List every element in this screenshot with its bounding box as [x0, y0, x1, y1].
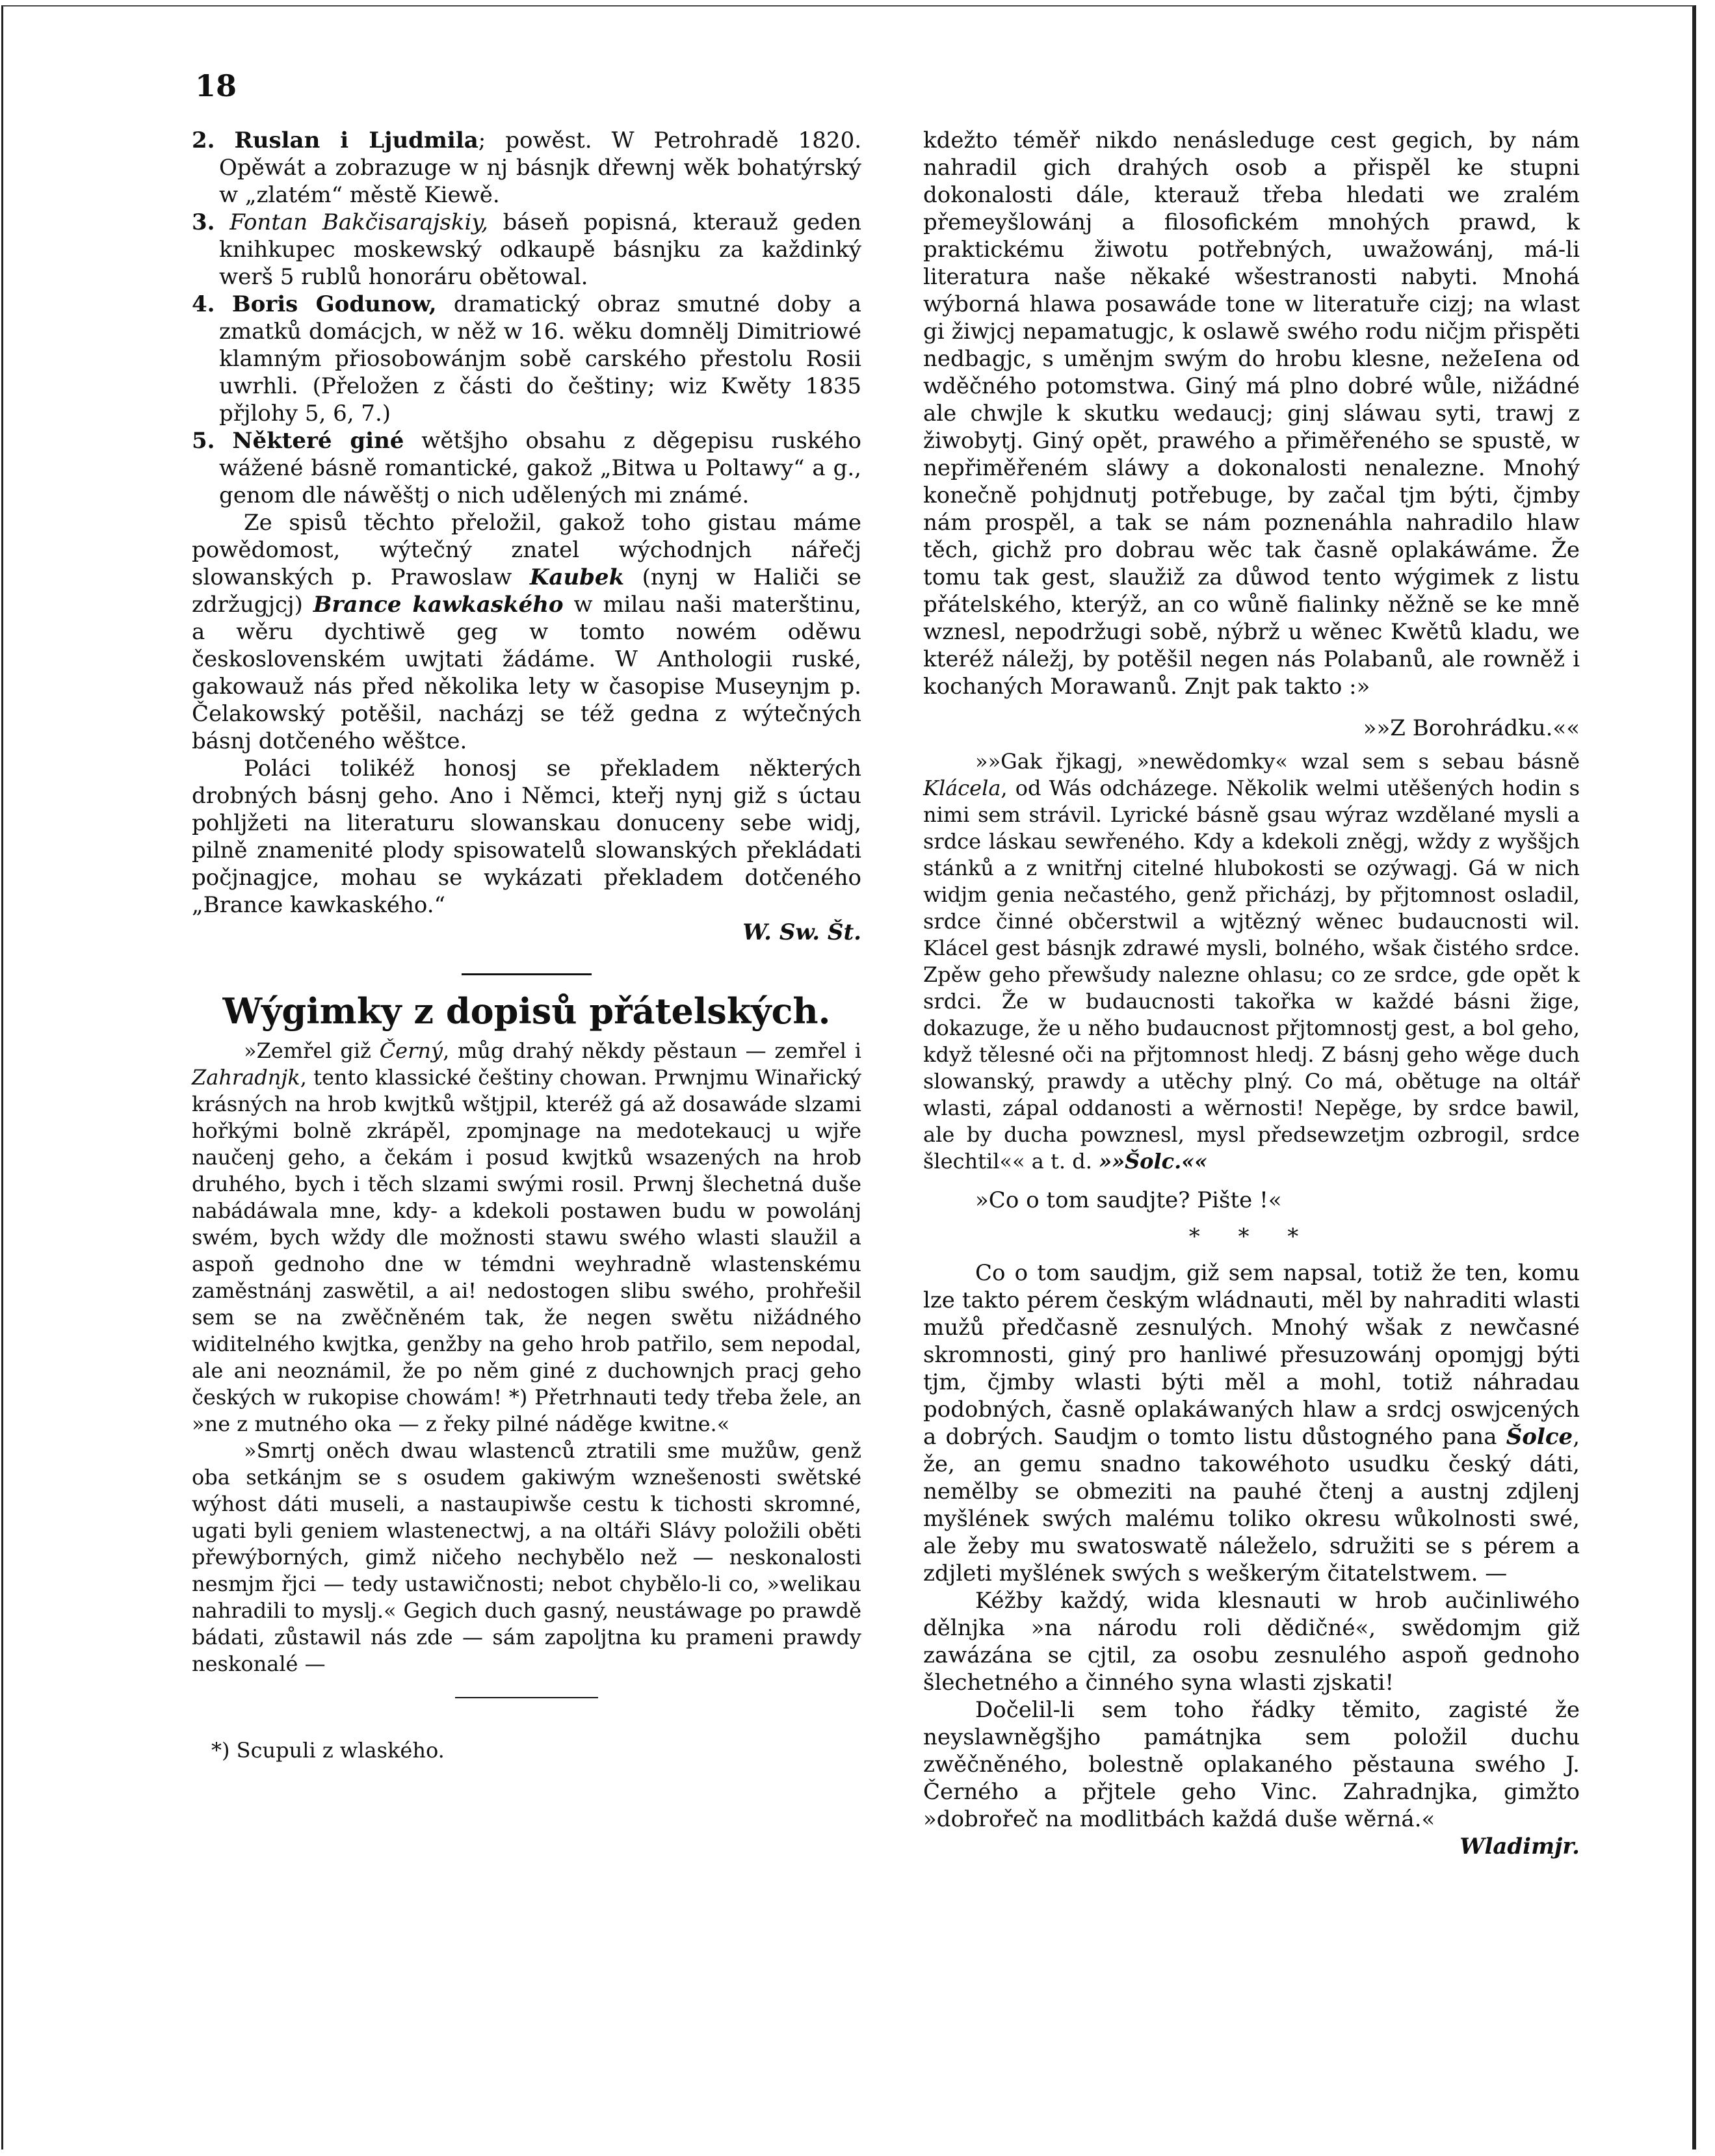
- left-column: [192, 127, 861, 1764]
- paragraph-closing: Dočelil-li sem toho řádky těmito, zagisté že neyslawněgšjho památnjka sem položil duchu zwěčněného, bolestně oplakaného pěstauna swého J. Černého a přjtele geho Vinc. Zahradnjka, gimžto »dobrořeč na modlitbách každá duše wěrná.«: [923, 1697, 1580, 1832]
- right-column: [923, 127, 1580, 1860]
- letter-paragraph: »Smrtj oněch dwau wlastenců ztratili sme mužůw, genž oba setkánjm se s osudem gakiwým wznešenosti swětské wýhost dáti museli, a nastaupiwše cestu k tichosti skromné, ugati byli geniem wlastenectwj, a na oltáři Slávy položili oběti přewýborných, gimž ničeho nechybělo než — neskonalosti nesmjm řjci — tedy ustawičnosti; nebot chybělo-li co, »welikau nahradili to myslj.« Gegich duch gasný, neustáwage po prawdě bádati, zůstawil nás zde — sám zapoljtna ku prameni prawdy neskonalé —: [192, 1438, 861, 1676]
- quoted-letter: »»Gak řjkagj, »newědomky« wzal sem s sebau básně Klácela, od Wás odcházege. Několik welmi utěšených hodin s nimi sem strávil. Lyrické básně gsau wýraz wzdělané mysli a srdce láskau sewřeného. Kdy a kdekoli zněgj, wždy z wyššjch stánků a z wnitřnj citelné hlubokosti se ozýwagj. Gá w nich widjm genia nečastého, genž přicházj, by přjtomnost osladil, srdce činné občerstwil a wjtězný wěnec budaucnosti wil. Klácel gest básnjk zdrawé mysli, bolného, wšak čistého srdce. Zpěw geho přewšudy nalezne ohlasu; co ze srdce, gde opět k srdci. Že w budaucnosti takořka w každé básni žige, dokazuge, že u něho budaucnost přjtomnostj gest, a bol geho, když tělesné oči na přjtomnost hledj. Z básnj geho wěge duch slowanský, prawdy a utěchy plný. Co má, obětuge na oltář wlasti, zápal oddanosti a wěrnosti! Nepěge, by srdce bawil, ale by ducha powznesl, mysl předsewzetjm ozbrogil, srdce šlechtil«« a t. d. »»Šolc.««: [923, 749, 1580, 1174]
- list-item: 5. Některé giné wětšjho obsahu z děgepisu ruského wážené básně romantické, gakož „Bitwa u Poltawy“ a g., genom dle náwěštj o nich udělených mi známé.: [192, 428, 862, 508]
- quote-title: »»Z Borohrádku.««: [1363, 715, 1580, 741]
- paragraph-translations: Poláci tolikéž honosj se překladem některých drobných básnj geho. Ano i Němci, kteřj nynj giž s úctau pohljžeti na literaturu slowanskau donuceny sebe widj, pilně znamenité plody spisowatelů slowanských překládati počjnagjce, mohau se wykázati překladem dotčeného „Brance kawkaského.“: [192, 756, 861, 918]
- letter-paragraph: »Zemřel giž Černý, můg drahý někdy pěstaun — zemřel i Zahradnjk, tento klassické češtiny chowan. Prwnjmu Winařický krásných na hrob kwjtků wštjpil, kteréž gá až dosawáde slzami hořkými bolně zkrápěl, zpomjnage na medotekaucj u wjře naučenj geho, a čekám i posud kwjtků wsazených na hrob druhého, bych i těch slzami swými rosil. Prwnj šlechetná duše nabádáwala mne, kdy- a kdekoli postawen budu w powolánj swém, bych wždy dle možnosti stawu swého wlasti slaužil a aspoň gednoho dne w témdni weyhradně wlastenskému zaměstnánj zaswětil, a ai! nedostogen slibu swého, prohřešil sem se na zwěčněném tak, že negen swětu nižádného widitelného kwjtka, genžby na geho hrob patřilo, sem nepodal, ale ani neoznámil, že po něm giné z duchownjch pracj geho českých w rukopise chowám! *) Přetrhnauti tedy třeba žele, an »ne z mutného oka — z řeky pilné náděge kwitne.«: [192, 1038, 862, 1436]
- list-item: 3. Fontan Bakčisarajskiy, báseň popisná, kterauž geden knihkupec moskewský odkaupě básnjku za každinký werš 5 rublů honoráru obětowal.: [192, 209, 861, 290]
- signature: W. Sw. Št.: [742, 919, 861, 945]
- paragraph-translators: Ze spisů těchto přeložil, gakož toho gistau máme powědomost, wýtečný znatel wýchodnjch nářečj slowanských p. Prawoslaw Kaubek (nynj w Haliči se zdržugjcj) Brance kawkaského w milau naši materštinu, a wěru dychtiwě geg w tomto nowém oděwu československém uwjtati žádáme. W Anthologii ruské, gakowauž nás před několika lety w časopise Museynjm p. Čelakowský potěšil, nacházj se též gedna z wýtečných básnj dotčeného wěštce.: [192, 510, 861, 754]
- signature: Wladimjr.: [1460, 1834, 1580, 1860]
- footnote: *) Scupuli z wlaského.: [211, 1738, 445, 1763]
- paragraph-opinion: Co o tom saudjm, giž sem napsal, totiž že ten, komu lze takto pérem českým wládnauti, měl by nahraditi wlasti mužů předčasně zesnulých. Mnohý wšak z newčasné skromnosti, giný pro hanliwé přesuzowánj opomjgj býti tjm, čjmby wlasti býti měl a mohl, totiž náhradau podobných, časně oplakáwaných hlaw a srdcj oswjcených a dobrých. Saudjm o tomto listu důstogného pana Šolce, že, an gemu snadno takowéhoto usudku český dáti, nemělby se obmeziti na pauhé čtenj a austnj zdjlenj myšlének swých malému toliko okresu wůkolnosti swé, ale žeby mu swatoswatě náleželo, sdružiti se s pérem a zdjleti myšlének swých s weškerým čitatelstwem. —: [923, 1260, 1580, 1586]
- section-heading: Wýgimky z dopisů přátelských.: [222, 990, 831, 1032]
- question-line: »Co o tom saudjte? Pište !«: [975, 1187, 1282, 1213]
- footnote-divider: [455, 1697, 598, 1698]
- list-item: 4. Boris Godunow, dramatický obraz smutné doby a zmatků domácjch, w něž w 16. wěku domnělj Dimitriowé klamným přiosobowánjm sobě carského přestolu Rosii uwrhli. (Přeložen z části do češtiny; wiz Kwěty 1835 přjlohy 5, 6, 7.): [192, 291, 861, 427]
- paragraph-continuation: kdežto téměř nikdo nenásledugе cest gegich, by nám nahradil gich drahých osob a přispěl ke stupni dokonalosti dále, kterauž třeba hledati we zralém přemeyšlowánj a filosofickém mnohých prawd, k praktickému žiwotu potřebných, uwažowánj, má-li literatura naše někaké wšestranosti nabyti. Mnohá wýborná hlawa posawáde tone w literatuře cizj; na wlast gi žiwjcj nepamatugjc, k oslawě swého rodu ničjm přispěti nedbagjc, s uměnjm swým do hrobu klesne, nežeIena od wděčného potomstwa. Giný má plno dobré wůle, nižádné ale chwjle k skutku wedaucj; ginj sláwau syti, trawj z žiwobytj. Giný opět, prawého a přiměřeného se spustě, w nepřiměřeném sláwy a dokonalosti nenalezne. Mnohý konečně pohjdnutj potřebuge, by začal tjm býti, čjmby nám prospěl, a tak se nám poznenáhla nahradilo hlaw těch, gichž pro dobrau wěc tak časně oplakáwáme. Že tomu tak gest, slaužiž za důwod tento wýgimek z listu přátelského, kterýž, an co wůně fialinky něžně se ke mně wznesl, nepodržugi sobě, nýbrž u wěnec Kwětů kladu, we kteréž náležj, by potěšil negen nás Polabanů, ale rowněž i kochaných Morawanů. Znjt pak takto :»: [923, 127, 1580, 700]
- paragraph-wish: Kéžby každý, wida klesnauti w hrob aučinliwého dělnjka »na národu roli dědičné«, swědomjm giž zawázána se cjtil, za osobu zesnulého aspoň gednoho šlechetného a činného syna wlasti zjskati!: [923, 1588, 1580, 1696]
- section-divider: [462, 973, 592, 975]
- list-item: 2. Ruslan i Ljudmila; powěst. W Petrohradě 1820. Opěwát a zobrazuge w nj básnjk dřewnj wěk bohatýrský w „zlatém“ městě Kiewě.: [192, 127, 862, 208]
- page-number: 18: [195, 68, 237, 103]
- section-stars: * * *: [1188, 1224, 1315, 1250]
